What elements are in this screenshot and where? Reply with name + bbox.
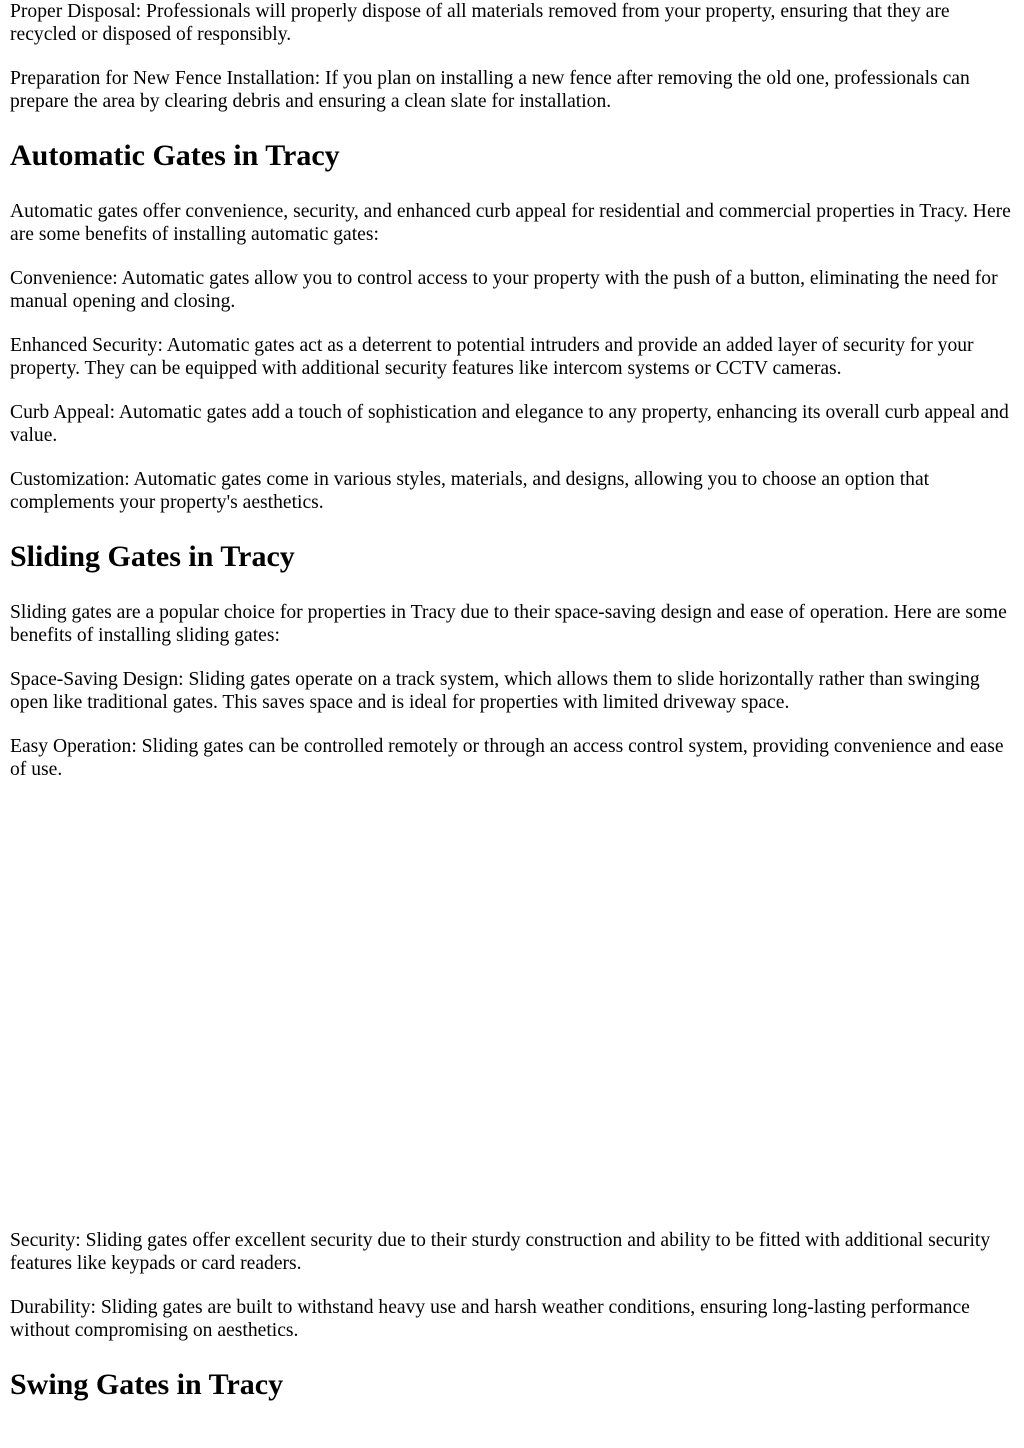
paragraph-automatic-intro: Automatic gates offer convenience, security, and enhanced curb appeal for residential and commercial properties in Tracy. Here are some benefits of installing automatic gates: xyxy=(10,201,1011,245)
paragraph-enhanced-security: Enhanced Security: Automatic gates act as a deterrent to potential intruders and provide an added layer of security for your property. They can be equipped with additional security features like intercom systems or CCTV cameras. xyxy=(10,335,974,379)
blank-gap xyxy=(10,790,1016,1220)
heading-automatic-gates: Automatic Gates in Tracy xyxy=(10,139,340,172)
heading-swing-gates: Swing Gates in Tracy xyxy=(10,1368,284,1401)
paragraph-proper-disposal: Proper Disposal: Professionals will properly dispose of all materials removed from your property, ensuring that they are recycled or disposed of responsibly. xyxy=(10,1,950,45)
heading-sliding-gates: Sliding Gates in Tracy xyxy=(10,540,295,573)
paragraph-convenience: Convenience: Automatic gates allow you to control access to your property with the push of a button, eliminating the need for manual opening and closing. xyxy=(10,268,998,312)
paragraph-durability: Durability: Sliding gates are built to withstand heavy use and harsh weather conditions, ensuring long-lasting performance without compromising on aesthetics. xyxy=(10,1297,970,1341)
paragraph-security: Security: Sliding gates offer excellent security due to their sturdy construction and ability to be fitted with additional security features like keypads or card readers. xyxy=(10,1230,991,1274)
paragraph-customization: Customization: Automatic gates come in various styles, materials, and designs, allowing you to choose an option that complements your property's aesthetics. xyxy=(10,469,930,513)
paragraph-easy-operation: Easy Operation: Sliding gates can be controlled remotely or through an access control system, providing convenience and ease of use. xyxy=(10,736,1004,780)
paragraph-sliding-intro: Sliding gates are a popular choice for properties in Tracy due to their space-saving design and ease of operation. Here are some benefits of installing sliding gates: xyxy=(10,602,1007,646)
paragraph-preparation: Preparation for New Fence Installation: If you plan on installing a new fence after removing the old one, professionals can prepare the area by clearing debris and ensuring a clean slate for installation. xyxy=(10,68,970,112)
paragraph-space-saving: Space-Saving Design: Sliding gates operate on a track system, which allows them to slide horizontally rather than swinging open like traditional gates. This saves space and is ideal for properties with limited driveway space. xyxy=(10,669,980,713)
paragraph-curb-appeal: Curb Appeal: Automatic gates add a touch of sophistication and elegance to any property, enhancing its overall curb appeal and value. xyxy=(10,402,1009,446)
